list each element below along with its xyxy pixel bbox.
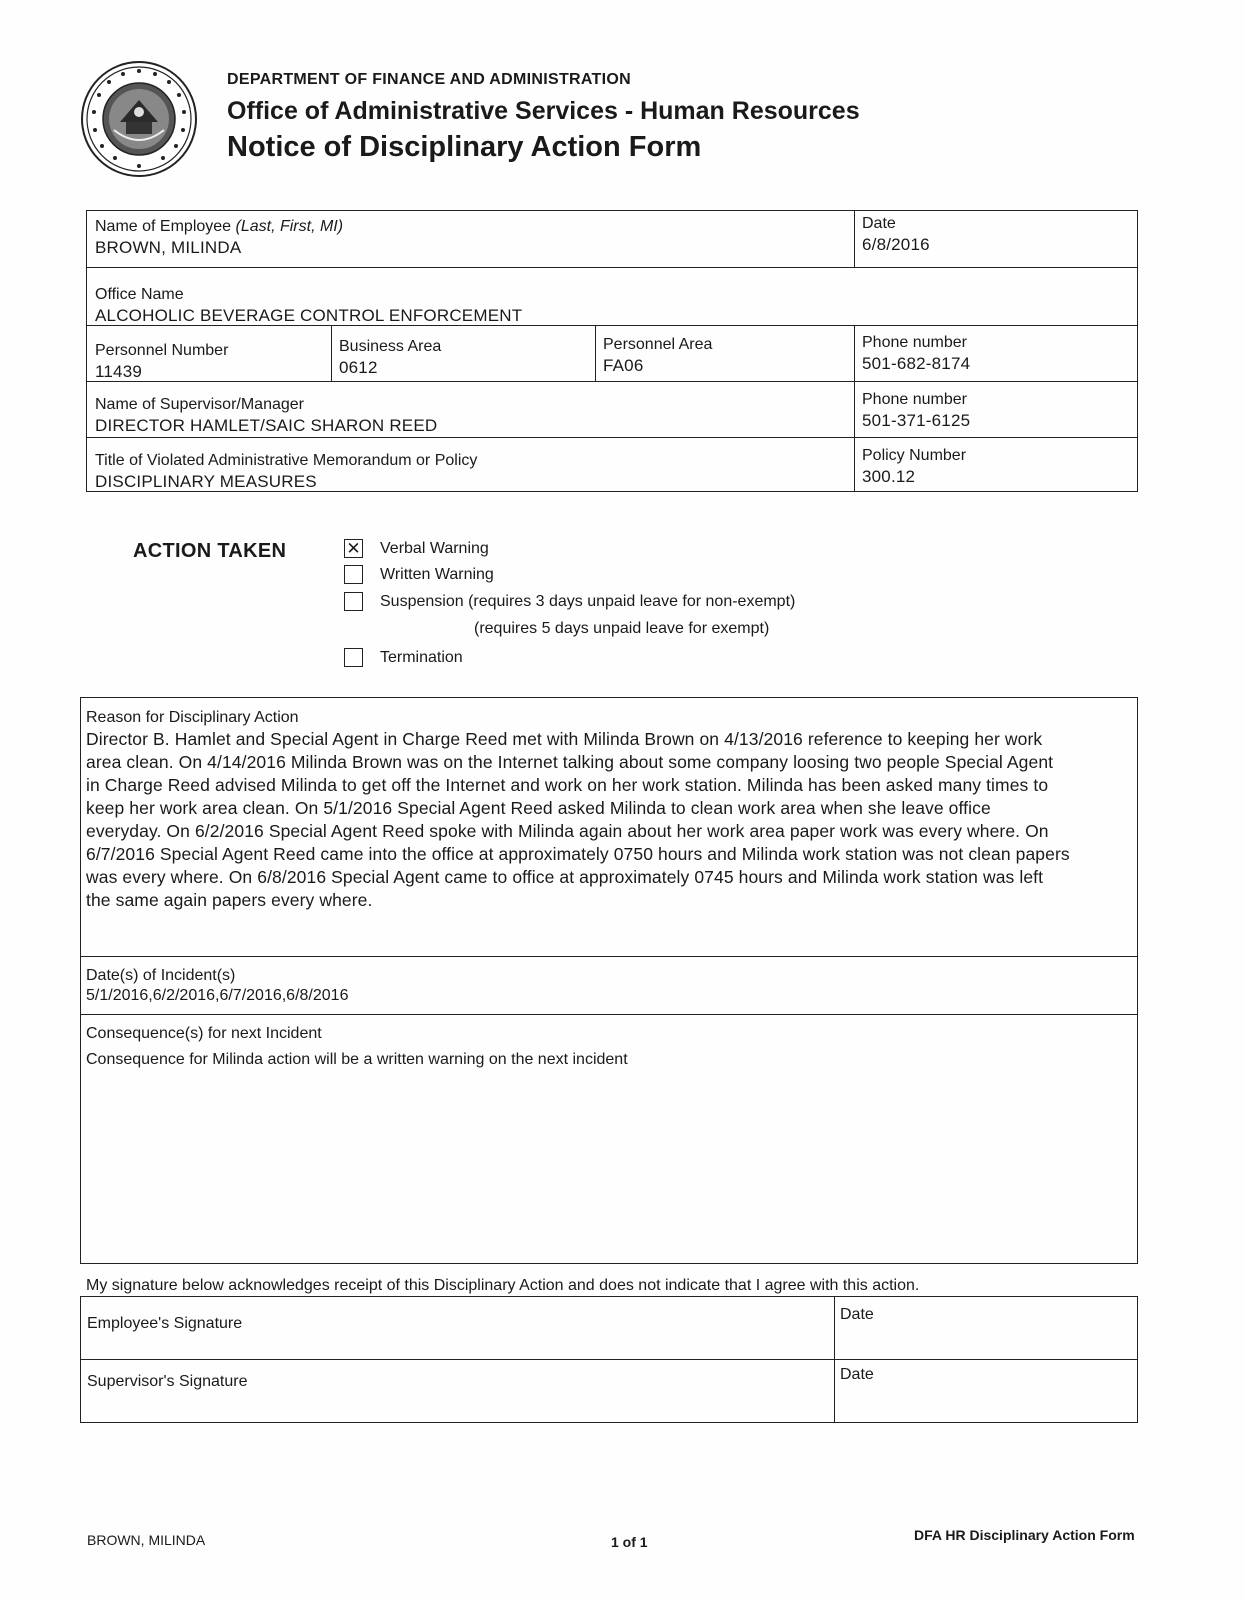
reason-label: Reason for Disciplinary Action [86,709,299,726]
employee-name-label: Name of Employee [95,218,232,235]
termination-checkbox[interactable] [344,648,363,667]
personnel-number-label: Personnel Number [95,342,229,359]
suspension-label: Suspension (requires 3 days unpaid leave for non-exempt) [380,592,796,610]
date-cell [854,208,1137,264]
reason-line: area clean. On 4/14/2016 Milinda Brown was on the Internet talking about some company loosing two people Special Agent [86,752,1054,772]
personnel-number: 11439 [95,362,143,381]
footer-form-name: DFA HR Disciplinary Action Form [914,1527,1135,1543]
business-area-label: Business Area [339,338,442,355]
checked-x-icon: ✕ [346,539,361,558]
footer-page-number: 1 of 1 [611,1534,648,1550]
department-name: DEPARTMENT OF FINANCE AND ADMINISTRATION [227,71,631,88]
reason-line: was every where. On 6/8/2016 Special Agent came to office at approximately 0745 hours and Milinda work station was left [86,867,1044,887]
incident-dates: 5/1/2016,6/2/2016,6/7/2016,6/8/2016 [86,987,349,1004]
signature-table [80,1296,1138,1423]
policy-title-label: Title of Violated Administrative Memorandum or Policy [95,452,478,469]
option-termination[interactable] [344,648,463,667]
personnel-area: FA06 [603,356,644,375]
employee-info-table [86,210,1138,492]
footer-employee-name: BROWN, MILINDA [87,1532,206,1548]
reason-line: the same again papers every where. [86,890,373,910]
employee-signature-field[interactable] [81,1310,834,1360]
personnel-area-label: Personnel Area [603,336,713,353]
reason-cell [81,702,1137,956]
supervisor-signature-field[interactable] [81,1368,834,1422]
employee-name: BROWN, MILINDA [95,238,242,257]
reason-text [86,728,1132,912]
business-area: 0612 [339,358,378,377]
incidents-cell [81,960,1137,1014]
supervisor-phone-cell [854,384,1137,438]
verbal-warning-checkbox[interactable] [344,539,363,558]
notice-date: 6/8/2016 [862,235,930,254]
employee-phone: 501-682-8174 [862,354,971,373]
supervisor-signature-date-field[interactable] [834,1361,1137,1421]
form-title: Notice of Disciplinary Action Form [227,131,702,163]
termination-label: Termination [380,648,463,666]
written-warning-checkbox[interactable] [344,565,363,584]
incidents-label: Date(s) of Incident(s) [86,967,236,984]
consequence-label: Consequence(s) for next Incident [86,1025,322,1042]
business-area-cell [331,331,595,387]
employee-date-label: Date [840,1306,874,1323]
reason-section [80,697,1138,1264]
suspension-exempt-note: (requires 5 days unpaid leave for exempt) [474,620,770,637]
employee-phone-cell [854,327,1137,383]
employee-phone-label: Phone number [862,334,967,351]
option-verbal-warning[interactable] [344,539,489,558]
state-seal [80,60,198,178]
supervisor-phone-label: Phone number [862,391,967,408]
office-name-label: Office Name [95,286,184,303]
office-name: ALCOHOLIC BEVERAGE CONTROL ENFORCEMENT [95,306,523,325]
employee-signature-label: Employee's Signature [87,1315,243,1332]
employee-name-hint: (Last, First, MI) [235,218,344,235]
personnel-area-cell [595,329,854,385]
personnel-number-cell [87,335,331,391]
action-taken-title: ACTION TAKEN [133,540,287,562]
policy-number-cell [854,440,1137,490]
policy-title: DISCIPLINARY MEASURES [95,472,317,491]
supervisor-date-label: Date [840,1366,874,1383]
written-warning-label: Written Warning [380,565,494,583]
office-title: Office of Administrative Services - Human Resources [227,97,860,125]
verbal-warning-label: Verbal Warning [380,539,489,557]
supervisor-signature-label: Supervisor's Signature [87,1373,248,1390]
employee-signature-date-field[interactable] [834,1301,1137,1357]
consequence-cell [81,1018,1137,1258]
date-label: Date [862,215,896,232]
supervisor-name: DIRECTOR HAMLET/SAIC SHARON REED [95,416,438,435]
reason-line: 6/7/2016 Special Agent Reed came into the office at approximately 0750 hours and Milinda work station was not clean papers [86,844,1070,864]
reason-line: everyday. On 6/2/2016 Special Agent Reed spoke with Milinda again about her work area paper work was every where. On [86,821,1049,841]
reason-line: in Charge Reed advised Milinda to get off the Internet and work on her work station. Milinda has been asked many times to [86,775,1049,795]
option-written-warning[interactable] [344,565,494,584]
reason-line: Director B. Hamlet and Special Agent in Charge Reed met with Milinda Brown on 4/13/2016 reference to keeping her work [86,729,1043,749]
policy-title-cell [87,445,854,491]
option-suspension[interactable] [344,592,795,611]
policy-number-label: Policy Number [862,447,967,464]
employee-name-cell [87,211,854,267]
supervisor-cell [87,389,854,439]
supervisor-label: Name of Supervisor/Manager [95,396,304,413]
reason-line: keep her work area clean. On 5/1/2016 Special Agent Reed asked Milinda to clean work area when she leave office [86,798,991,818]
consequence-text: Consequence for Milinda action will be a written warning on the next incident [86,1051,628,1068]
acknowledgement-text: My signature below acknowledges receipt of this Disciplinary Action and does not indicate that I agree with this action. [86,1277,920,1294]
policy-number: 300.12 [862,467,916,486]
suspension-checkbox[interactable] [344,592,363,611]
supervisor-phone: 501-371-6125 [862,411,971,430]
